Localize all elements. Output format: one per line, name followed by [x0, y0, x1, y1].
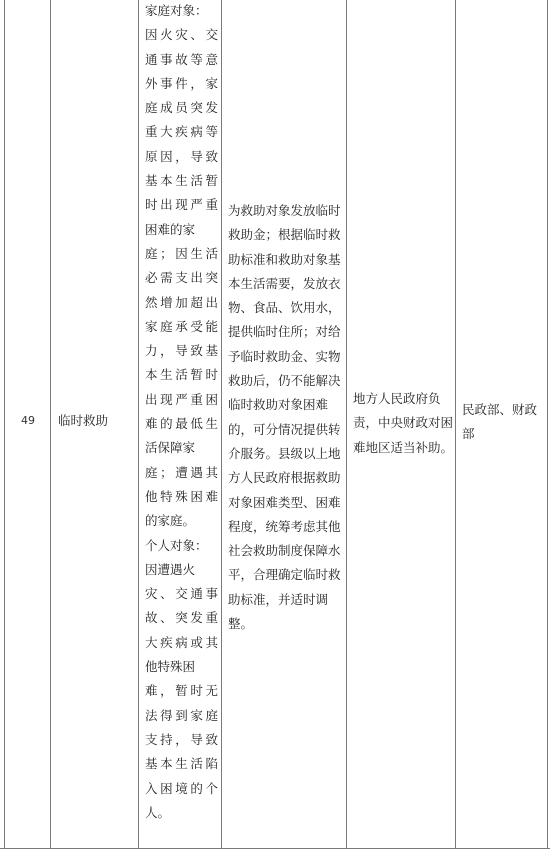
text-line: 大 疾 病 或 其: [145, 634, 218, 650]
text-line: 难地区适当补助。: [353, 439, 454, 455]
text-line: 的，可分情况提供转: [228, 421, 341, 437]
text-line: 因遭遇火: [145, 561, 196, 577]
text-line: 人。: [145, 804, 171, 820]
text-line: 他 特 殊 困 难: [145, 488, 218, 504]
text-line: 个人对象：: [145, 537, 208, 553]
item-name: 临时救助: [58, 413, 109, 428]
text-line: 为救助对象发放临时: [228, 203, 341, 218]
text-line: 外 事 件 ， 家: [145, 75, 218, 91]
text-line: 部: [462, 426, 475, 442]
assistance-measures: [228, 199, 342, 636]
text-line: 基 本 生 活 陷: [145, 756, 218, 772]
text-line: 难 的 最 低 生: [145, 416, 218, 432]
text-line: 原 因 ， 导 致: [145, 148, 218, 164]
text-line: 重 大 疾 病 等: [145, 124, 218, 140]
text-line: 平，合理确定临时救: [228, 567, 341, 583]
table-border: [0, 848, 550, 849]
text-line: 然 增 加 超 出: [145, 294, 218, 310]
text-line: 的家庭。: [145, 513, 196, 529]
text-line: 难 ， 暂 时 无: [145, 683, 218, 699]
responsible-departments: [462, 398, 546, 447]
text-line: 必 需 支 出 突: [145, 270, 218, 286]
text-line: 庭 ； 遭 遇 其: [145, 464, 218, 480]
table-border: [138, 0, 139, 848]
text-line: 基 本 生 活 暂: [145, 173, 218, 189]
text-line: 对象困难类型、困难: [228, 494, 341, 510]
text-line: 家庭对象：: [145, 3, 208, 18]
eligibility-conditions: [145, 0, 218, 825]
table-border: [4, 0, 5, 848]
text-line: 因 火 灾 、 交: [145, 27, 218, 43]
text-line: 故 、 突 发 重: [145, 610, 218, 626]
text-line: 提供临时住所；对给: [228, 324, 341, 340]
text-line: 庭 ； 因 生 活: [145, 245, 218, 261]
text-line: 临时救助对象困难: [228, 397, 329, 413]
text-line: 予临时救助金、实物: [228, 348, 341, 364]
text-line: 助标准，并适时调: [228, 591, 329, 607]
funding-responsibility: [353, 387, 453, 460]
text-line: 整。: [228, 616, 254, 632]
text-line: 通 事 故 等 意: [145, 51, 218, 67]
text-line: 法 得 到 家 庭: [145, 707, 218, 723]
text-line: 时 出 现 严 重: [145, 197, 218, 213]
text-line: 家 庭 承 受 能: [145, 318, 218, 334]
table-border: [50, 0, 51, 848]
text-line: 力 ， 导 致 基: [145, 343, 218, 359]
text-line: 社会救助制度保障水: [228, 543, 341, 559]
table-border: [346, 0, 347, 848]
text-line: 入 困 境 的 个: [145, 780, 218, 796]
table-border: [221, 0, 222, 848]
text-line: 责，中央财政对困: [353, 415, 454, 431]
table-border: [455, 0, 456, 848]
text-line: 本生活需要，发放衣: [228, 275, 341, 291]
text-line: 地方人民政府负: [353, 391, 441, 406]
text-line: 灾 、 交 通 事: [145, 586, 218, 602]
text-line: 本 生 活 暂 时: [145, 367, 218, 383]
text-line: 助标准和救助对象基: [228, 251, 341, 267]
text-line: 程度，统筹考虑其他: [228, 518, 341, 534]
table-border: [547, 0, 548, 848]
text-line: 方人民政府根据救助: [228, 470, 341, 486]
text-line: 物、食品、饮用水，: [228, 300, 341, 316]
text-line: 困难的家: [145, 221, 196, 237]
text-line: 活保障家: [145, 440, 196, 456]
text-line: 他特殊困: [145, 659, 196, 675]
text-line: 介服务。县级以上地: [228, 445, 341, 461]
text-line: 支 持 ， 导 致: [145, 731, 218, 747]
text-line: 民政部、财政: [462, 402, 538, 417]
text-line: 庭 成 员 突 发: [145, 100, 218, 116]
row-number: 49: [21, 414, 35, 427]
text-line: 出 现 严 重 困: [145, 391, 218, 407]
text-line: 救助后，仍不能解决: [228, 373, 341, 389]
text-line: 救助金；根据临时救: [228, 227, 341, 243]
